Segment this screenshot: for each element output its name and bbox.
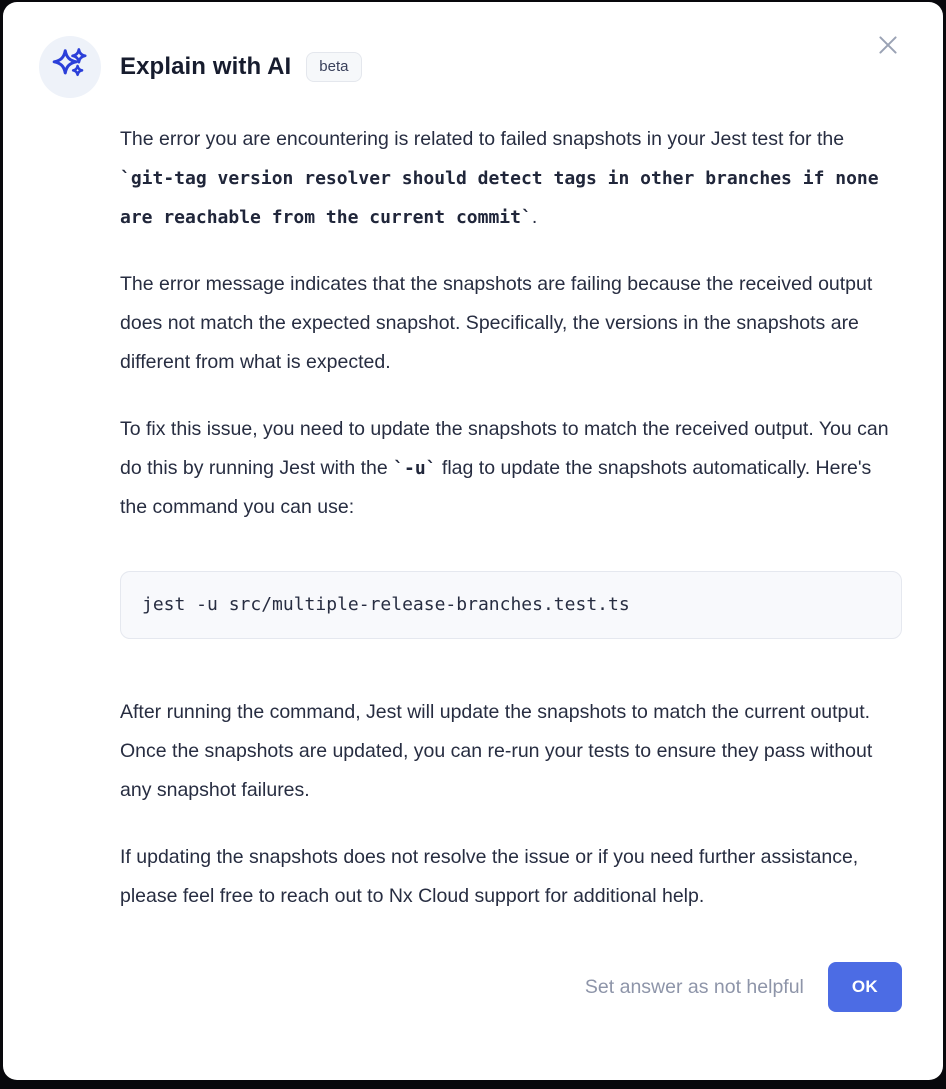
- ok-button[interactable]: OK: [828, 962, 902, 1012]
- paragraph: The error message indicates that the snapshots are failing because the received output does not match the expected snapshot. Specifically, the versions in the snapshots are different from what is expected.: [120, 273, 873, 373]
- close-button[interactable]: [872, 30, 904, 62]
- code-block: jest -u src/multiple-release-branches.test.ts: [120, 571, 902, 639]
- paragraph: The error you are encountering is related to failed snapshots in your Jest test for the `git-tag version resolver should detect tags in other branches if none are reachable from the current commit`.: [120, 128, 879, 228]
- paragraph: After running the command, Jest will update the snapshots to match the current output. Once the snapshots are updated, you can re-run your tests to ensure they pass without any snapshot failures.: [120, 701, 873, 801]
- paragraph: To fix this issue, you need to update the snapshots to match the received output. You can do this by running Jest with the `-u` flag to update the snapshots automatically. Here's the command you can use:: [120, 418, 889, 518]
- ai-icon-circle: [39, 36, 101, 98]
- paragraph: If updating the snapshots does not resolve the issue or if you need further assistance, please feel free to reach out to Nx Cloud support for additional help.: [120, 846, 859, 907]
- close-icon: [875, 32, 901, 61]
- dialog-body: [120, 120, 902, 1012]
- explain-with-ai-dialog: [3, 2, 943, 1080]
- not-helpful-button[interactable]: Set answer as not helpful: [584, 975, 804, 998]
- sparkles-icon: [51, 46, 89, 89]
- beta-badge: beta: [306, 52, 361, 82]
- dialog-title: Explain with AI: [120, 53, 292, 80]
- dialog-header: [39, 36, 902, 98]
- dialog-footer: [120, 962, 902, 1012]
